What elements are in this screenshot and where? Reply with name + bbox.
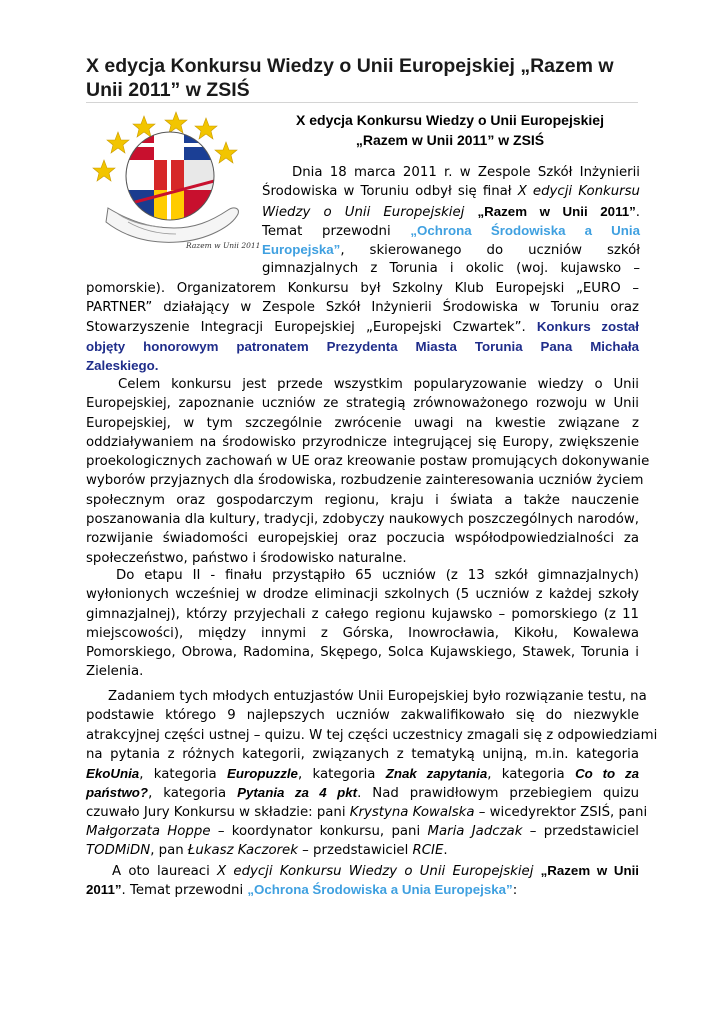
text-span: , kategoria	[297, 767, 386, 783]
text-line: Celem konkursu jest przede wszystkim popularyzowanie wiedzy o Unii	[118, 377, 639, 392]
quiz-category: EkoUnia	[86, 766, 140, 782]
text-span: , kategoria	[148, 786, 238, 802]
text-span: – wicedyrektor ZSIŚ, pani	[474, 804, 648, 820]
patronage-text: Konkurs został	[536, 319, 639, 335]
text-span: , kategoria	[487, 767, 576, 783]
text-span: :	[512, 883, 518, 899]
text-line	[86, 279, 639, 298]
text-span: czuwało Jury Konkursu w składzie: pani	[86, 804, 350, 820]
quiz-category: Co to za	[575, 766, 640, 782]
text-span: – przedstawiciel	[522, 824, 639, 840]
text-line	[262, 202, 640, 221]
theme-highlight: „Ochrona Środowiska a Unia	[410, 222, 640, 238]
text-line	[86, 783, 639, 802]
text-line: Zielenia.	[86, 664, 144, 680]
paragraph-goals	[86, 375, 650, 568]
text-line: miejscowości), między innymi z Górska, Inowrocławia, Kikołu, Kowalewa	[86, 625, 639, 641]
text-span: .	[635, 204, 641, 220]
logo-caption: Razem w Unii 2011	[186, 241, 261, 250]
patronage-text: Zaleskiego.	[86, 357, 159, 373]
text-line	[86, 841, 639, 860]
text-line: wyborów przyjaznych dla środowiska, rozbudzenie zainteresowania uczniów życiem	[86, 473, 644, 489]
text-span: , kategoria	[139, 767, 228, 783]
bold-text: „Razem w Unii 2011”	[477, 203, 636, 219]
paragraph-intro-full	[86, 279, 639, 375]
globe-hand-icon	[88, 110, 261, 258]
text-line: rozwijanie świadomości europejskiej oraz poczucia współodpowiedzialności za	[86, 531, 639, 547]
text-line	[86, 861, 639, 880]
text-line: podstawie którego 9 najlepszych uczniów zakwalifikowało się do niezwykle	[86, 708, 639, 724]
text-line: Do etapu II - finału przystąpiło 65 uczniów (z 13 szkół gimnazjalnych)	[116, 568, 639, 583]
text-span: gimnazjalnych z Torunia i okolic (woj. kujawsko –	[262, 261, 640, 277]
text-line: wyłonionych wcześniej w drodze eliminacji szkolnych (5 uczniów z każdej szkoły	[86, 587, 639, 603]
text-line: Pomorskiego, Obrowa, Radomina, Skępego, Solca Kujawskiego, Stawek, Torunia i	[86, 645, 639, 661]
text-line: poszanowania dla kultury, tradycji, zdobyczy naukowych poszczególnych narodów,	[86, 512, 639, 528]
page-title: X edycja Konkursu Wiedzy o Unii Europejskiej „Razem w Unii 2011” w ZSIŚ	[86, 55, 614, 101]
text-span: Temat przewodni	[262, 223, 391, 239]
subtitle-line-2: „Razem w Unii 2011” w ZSIŚ	[355, 132, 545, 148]
text-line: Europejskiej, zapoznanie uczniów ze strategią zrównoważonego rozwoju w Unii	[86, 396, 639, 412]
jury-name: Łukasz Kaczorek	[187, 843, 298, 859]
text-line	[262, 163, 640, 182]
text-line: społeczeństwo, państwo i środowisko naturalne.	[86, 550, 407, 566]
text-line: oddziaływaniem na środowisko przyrodnicze integrującej się Europy, zwiększenie	[86, 434, 639, 450]
text-span: . Nad prawidłowym przebiegiem quizu	[357, 786, 640, 802]
paragraph-final-stage	[86, 566, 639, 682]
text-line	[86, 880, 639, 899]
jury-name: Małgorzata Hoppe	[86, 824, 211, 840]
text-line	[86, 298, 639, 317]
jury-name: Maria Jadczak	[427, 824, 523, 840]
text-span: A oto laureaci	[112, 864, 218, 879]
italic-text: Wiedzy o Unii Europejskiej	[262, 204, 465, 220]
subtitle-line-1: X edycja Konkursu Wiedzy o Unii Europejskiej	[296, 112, 604, 128]
text-span: – przedstawiciel	[297, 843, 413, 859]
paragraph-laureates	[86, 861, 639, 900]
text-line	[262, 240, 640, 259]
quiz-category: Europuzzle	[227, 766, 298, 782]
text-line	[86, 337, 639, 356]
text-line: gimnazjalnej), którzy przyjechali z całego regionu kujawsko – pomorskiego (z 11	[86, 606, 639, 622]
paragraph-quiz	[86, 687, 658, 861]
text-span: .	[443, 843, 448, 859]
italic-text: X edycji Konkursu	[517, 184, 640, 200]
text-line	[262, 182, 640, 201]
text-line	[262, 221, 640, 240]
quiz-category: Znak zapytania	[385, 766, 488, 782]
text-line: proekologicznych zachowań w UE oraz kreowanie postaw promujących dokonywanie	[86, 454, 650, 470]
theme-highlight: „Ochrona Środowiska a Unia Europejska”	[247, 882, 513, 898]
text-line	[262, 259, 640, 278]
text-span: PARTNER” działający w Zespole Szkół Inżynierii Środowiska w Toruniu oraz	[86, 300, 639, 316]
text-line	[86, 317, 639, 336]
jury-name: TODMiDN	[86, 843, 151, 859]
bold-text: „Razem w Unii	[540, 863, 639, 878]
italic-text: X edycji Konkursu Wiedzy o Unii Europejskiej	[217, 864, 534, 879]
text-line: Europejskiej, w tym szczególnie zwrócenie uwagi na kwestie związane z	[86, 415, 639, 431]
theme-highlight: Europejska”	[262, 242, 341, 258]
text-line	[86, 764, 639, 783]
text-line: społecznym oraz gospodarczym regionu, kraju i świata a także nauczenie	[86, 492, 639, 508]
text-line: Zadaniem tych młodych entuzjastów Unii Europejskiej było rozwiązanie testu, na	[108, 689, 647, 704]
competition-logo	[88, 110, 261, 258]
text-line: atrakcyjnej części ustnej – quizu. W tej części uczestnicy zmagali się z odpowiedziami	[86, 727, 658, 743]
text-span: Dnia 18 marca 2011 r. w Zespole Szkół Inżynierii	[292, 165, 640, 180]
text-span: . Temat przewodni	[121, 883, 248, 899]
text-span: – koordynator konkursu, pani	[210, 824, 428, 840]
text-span: pomorskie). Organizatorem Konkursu był Szkolny Klub Europejski „EURO –	[86, 280, 639, 296]
text-line	[86, 803, 648, 822]
text-span: Środowiska w Toruniu odbył się finał	[262, 184, 512, 200]
jury-name: RCIE	[412, 843, 444, 859]
text-span: , pan	[150, 843, 188, 859]
text-line	[86, 822, 639, 841]
title-divider	[86, 102, 638, 103]
quiz-category: Pytania za 4 pkt	[237, 785, 358, 801]
patronage-text: objęty honorowym patronatem Prezydenta Miasta Torunia Pana Michała	[86, 338, 639, 354]
paragraph-intro-right	[262, 163, 640, 279]
jury-name: Krystyna Kowalska	[349, 804, 475, 820]
text-span: , skierowanego do uczniów szkół	[340, 243, 640, 259]
bold-text: 2011”	[86, 882, 122, 898]
text-line	[86, 356, 639, 375]
quiz-category: państwo?	[86, 785, 149, 801]
text-span: Stowarzyszenie Integracji Europejskiej „Europejski Czwartek”.	[86, 320, 526, 336]
text-line: na pytania z różnych kategorii, związanych z tematyką unijną, m.in. kategoria	[86, 746, 639, 762]
